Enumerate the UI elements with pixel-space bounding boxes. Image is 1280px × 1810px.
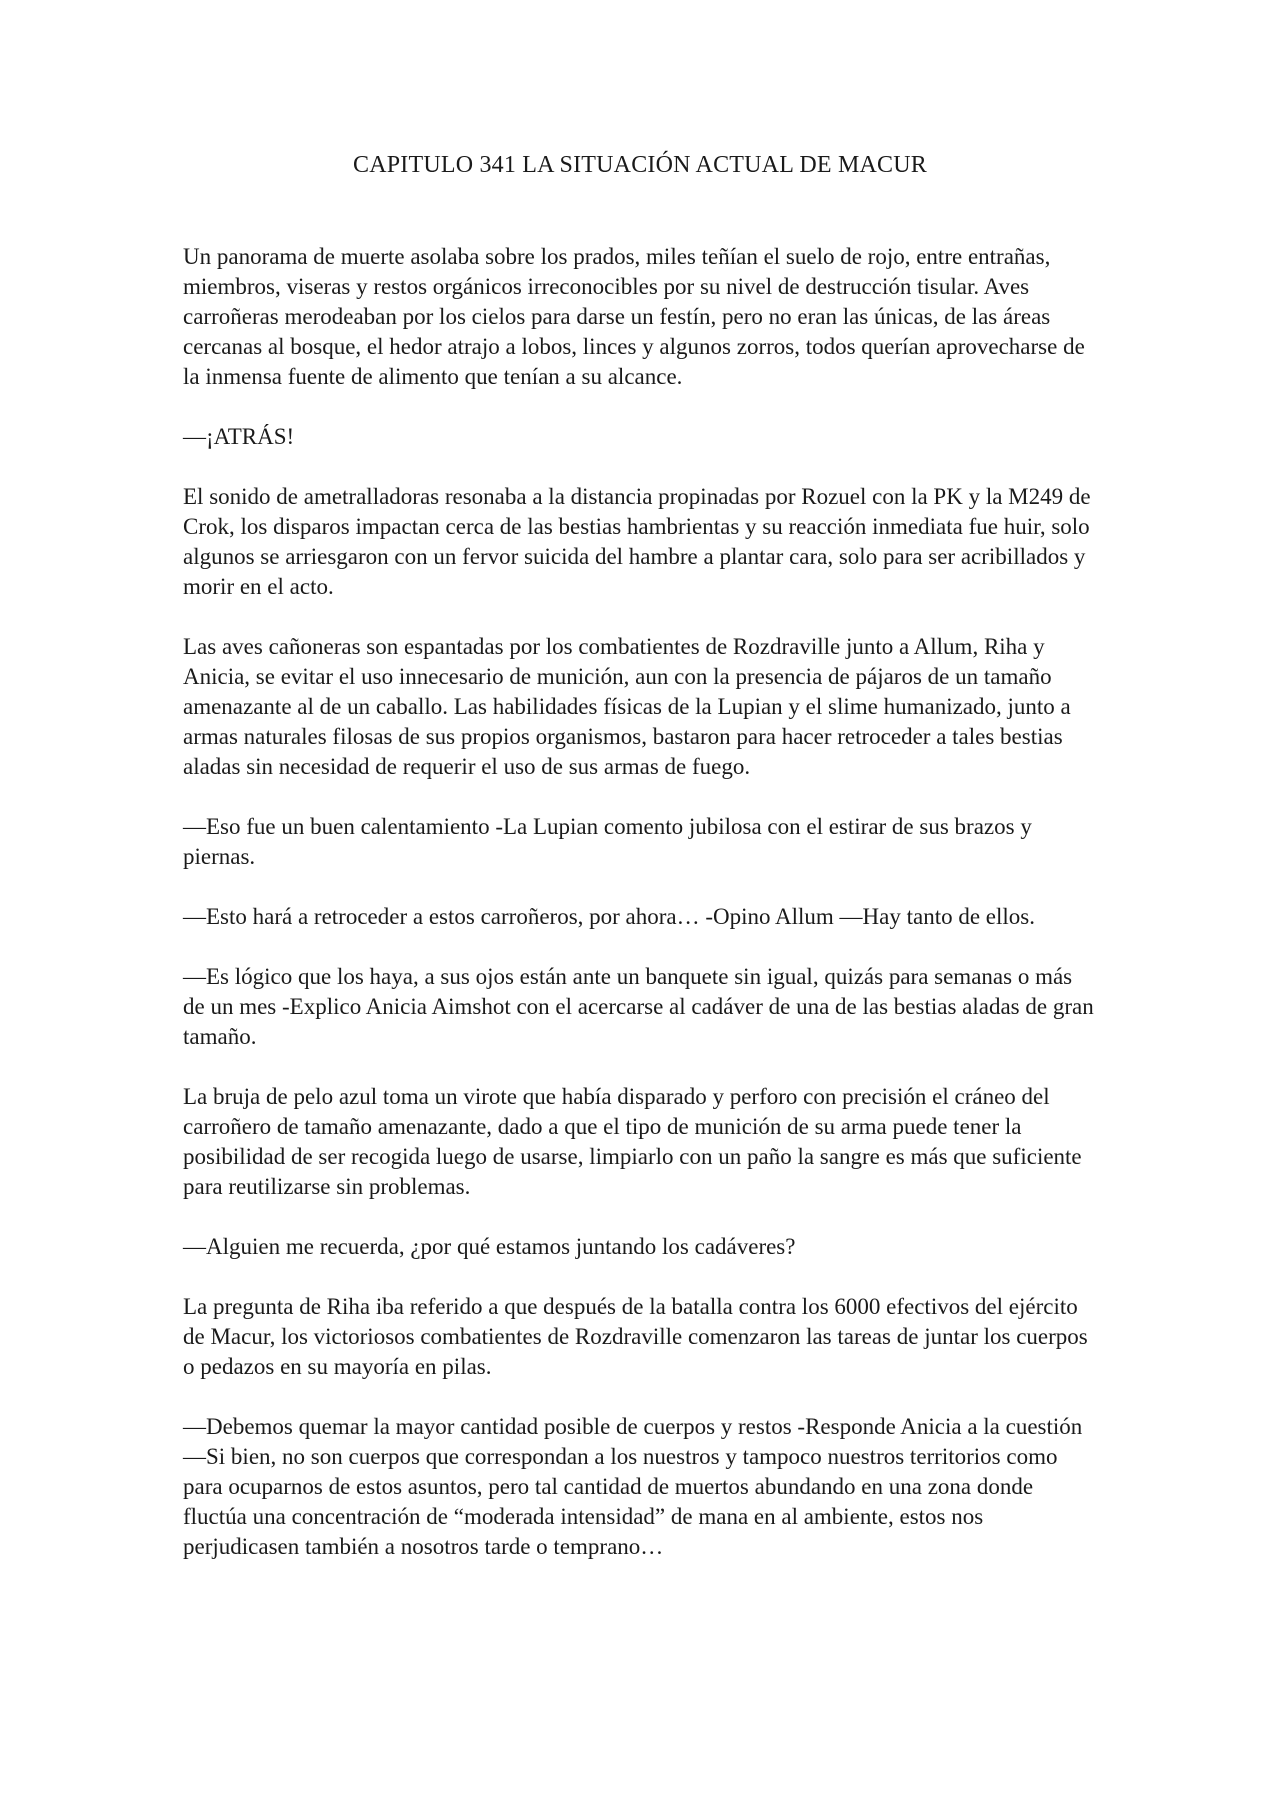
paragraph: Un panorama de muerte asolaba sobre los prados, miles teñían el suelo de rojo, entre entrañas, miembros, viseras y restos orgánicos irreconocibles por su nivel de destrucción tisular. Aves carroñeras merodeaban por los cielos para darse un festín, pero no eran las únicas, de las áreas cercanas al bosque, el hedor atrajo a lobos, linces y algunos zorros, todos querían aprovecharse de la inmensa fuente de alimento que tenían a su alcance. [183,244,1085,389]
paragraph: La bruja de pelo azul toma un virote que había disparado y perforo con precisión el cráneo del carroñero de tamaño amenazante, dado a que el tipo de munición de su arma puede tener la posibilidad de ser recogida luego de usarse, limpiarlo con un paño la sangre es más que suficiente para reutilizarse sin problemas. [183,1084,1082,1199]
document-body [183,242,1098,1592]
dialogue-line: —Eso fue un buen calentamiento -La Lupian comento jubilosa con el estirar de sus brazos y piernas. [183,814,1032,869]
dialogue-line: —Es lógico que los haya, a sus ojos están ante un banquete sin igual, quizás para semanas o más de un mes -Explico Anicia Aimshot con el acercarse al cadáver de una de las bestias aladas de gran tamaño. [183,964,1094,1049]
dialogue-line: —Alguien me recuerda, ¿por qué estamos juntando los cadáveres? [183,1234,796,1259]
dialogue-line: —¡ATRÁS! [183,424,295,449]
paragraph: Las aves cañoneras son espantadas por los combatientes de Rozdraville junto a Allum, Riha y Anicia, se evitar el uso innecesario de munición, aun con la presencia de pájaros de un tamaño amenazante al de un caballo. Las habilidades físicas de la Lupian y el slime humanizado, junto a armas naturales filosas de sus propios organismos, bastaron para hacer retroceder a tales bestias aladas sin necesidad de requerir el uso de sus armas de fuego. [183,634,1071,779]
chapter-title: CAPITULO 341 LA SITUACIÓN ACTUAL DE MACUR [353,152,927,178]
dialogue-line: —Debemos quemar la mayor cantidad posible de cuerpos y restos -Responde Anicia a la cuestión —Si bien, no son cuerpos que correspondan a los nuestros y tampoco nuestros territorios como para ocuparnos de estos asuntos, pero tal cantidad de muertos abundando en una zona donde fluctúa una concentración de “moderada intensidad” de mana en al ambiente, estos nos perjudicasen también a nosotros tarde o temprano… [183,1414,1083,1559]
dialogue-line: —Esto hará a retroceder a estos carroñeros, por ahora… -Opino Allum —Hay tanto de ellos. [183,904,1035,929]
paragraph: El sonido de ametralladoras resonaba a la distancia propinadas por Rozuel con la PK y la M249 de Crok, los disparos impactan cerca de las bestias hambrientas y su reacción inmediata fue huir, solo algunos se arriesgaron con un fervor suicida del hambre a plantar cara, solo para ser acribillados y morir en el acto. [183,484,1091,599]
paragraph: La pregunta de Riha iba referido a que después de la batalla contra los 6000 efectivos del ejército de Macur, los victoriosos combatientes de Rozdraville comenzaron las tareas de juntar los cuerpos o pedazos en su mayoría en pilas. [183,1294,1088,1379]
